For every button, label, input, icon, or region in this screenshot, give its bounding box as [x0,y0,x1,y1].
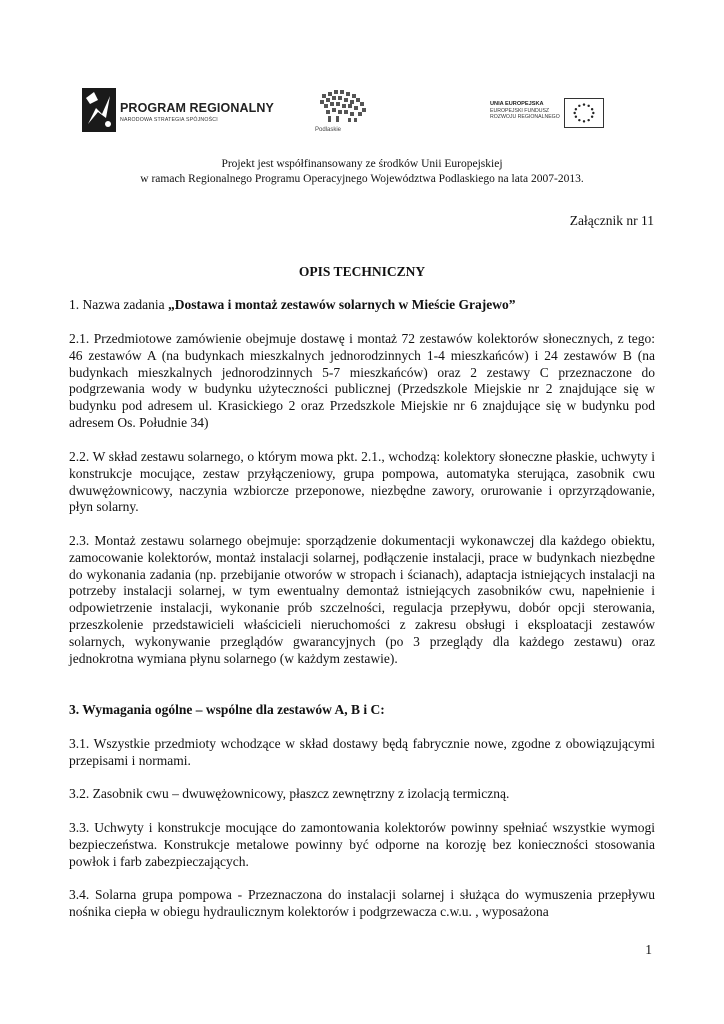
attachment-number: Załącznik nr 11 [569,213,654,228]
eu-fund-line: EUROPEJSKI FUNDUSZ [490,108,550,114]
task-name-paragraph [69,297,655,314]
eu-flag-icon [564,98,604,128]
document-title: OPIS TECHNICZNY [298,264,426,279]
program-regionalny-mark-icon [82,88,116,132]
project-cofinancing-note [0,157,724,187]
project-note-line-1: Projekt jest współfinansowany ze środków Unii Europejskiej [221,158,503,170]
task-prefix: 1. Nazwa zadania [69,297,168,312]
paragraph-2-2: 2.2. W skład zestawu solarnego, o którym mowa pkt. 2.1., wchodzą: kolektory słoneczne płaskie, uchwyty i konstrukcje mocujące, zestaw przyłączeniowy, grupa pompowa, automatyka sterująca, zasobnik cwu dwuwężownicowy, naczynia wzbiorcze przeponowe, niezbędne zawory, orurowanie i oprzyrządowanie, płyn solarny. [69,449,655,515]
podlaskie-label: Podlaskie [315,127,342,133]
program-regionalny-logo [82,88,274,132]
paragraph-3-3: 3.3. Uchwyty i konstrukcje mocujące do zamontowania kolektorów powinny spełniać wszystkie wymogi bezpieczeństwa. Konstrukcje metalowe powinny być odporne na korozję bez konieczności stosowania powłok i farb zabezpieczających. [69,820,655,869]
paragraph-3-1: 3.1. Wszystkie przedmioty wchodzące w skład dostawy będą fabrycznie nowe, zgodne z obowiązującymi przepisami i normami. [69,736,655,768]
eu-fund-line-2: ROZWOJU REGIONALNEGO [490,114,560,120]
section-3-heading: 3. Wymagania ogólne – wspólne dla zestawów A, B i C: [69,702,385,717]
paragraph-2-3: 2.3. Montaż zestawu solarnego obejmuje: sporządzenie dokumentacji wykonawczej dla każdego obiektu, zamocowanie kolektorów, montaż instalacji solarnej, podłączenie instalacji, prace w budynkach niezbędne do wykonania zadania (np. przebijanie otworów w stropach i ścianach), adaptacja istniejących instalacji na potrzeby instalacji solarnej, w tym ewentualny demontaż istniejących zasobników cwu, napełnienie i odpowietrzenie instalacji, wykonanie prób szczelności, regulacja przepływu, dobór opcji sterowania, przeszkolenie przedstawicieli właścicieli nieruchomości z zakresu obsługi i eksploatacji zestawów solarnych, wykonywanie przeglądów gwarancyjnych (po 3 przeglądy dla każdego zestawu) oraz jednokrotna wymiana płynu solarnego (w każdym zestawie). [69,533,655,666]
paragraph-3-4: 3.4. Solarna grupa pompowa - Przeznaczona do instalacji solarnej i służąca do wymuszenia przepływu nośnika ciepła w obiegu hydraulicznym kolektorów i podgrzewacza c.w.u. , wyposażona [69,887,655,919]
program-subtitle: NARODOWA STRATEGIA SPÓJNOŚCI [120,117,218,123]
program-title: PROGRAM REGIONALNY [120,101,274,115]
page-number: 1 [645,942,652,957]
task-name: „Dostawa i montaż zestawów solarnych w Mieście Grajewo” [167,297,516,312]
eu-title: UNIA EUROPEJSKA [490,101,544,107]
header-logos [82,84,612,140]
paragraph-2-1: 2.1. Przedmiotowe zamówienie obejmuje dostawę i montaż 72 zestawów kolektorów słonecznych, z tego: 46 zestawów A (na budynkach mieszkalnych jednorodzinnych 1-4 mieszkańców) i 24 zestawów B (na budynkach mieszkalnych jednorodzinnych 5-7 mieszkańców) oraz 2 zestawy C przeznaczone do podgrzewania wody w budynku użyteczności publicznej (Przedszkole Miejskie nr 2 znajdujące się w budynku pod adresem ul. Krasickiego 2 oraz Przedszkole Miejskie nr 6 znajdujące się w budynku pod adresem Os. Południe 34) [69,331,655,430]
paragraph-3-2: 3.2. Zasobnik cwu – dwuwężownicowy, płaszcz zewnętrzny z izolacją termiczną. [69,786,510,801]
project-note-line-2: w ramach Regionalnego Programu Operacyjnego Województwa Podlaskiego na lata 2007-2013. [140,173,584,185]
eu-logo [490,98,606,130]
